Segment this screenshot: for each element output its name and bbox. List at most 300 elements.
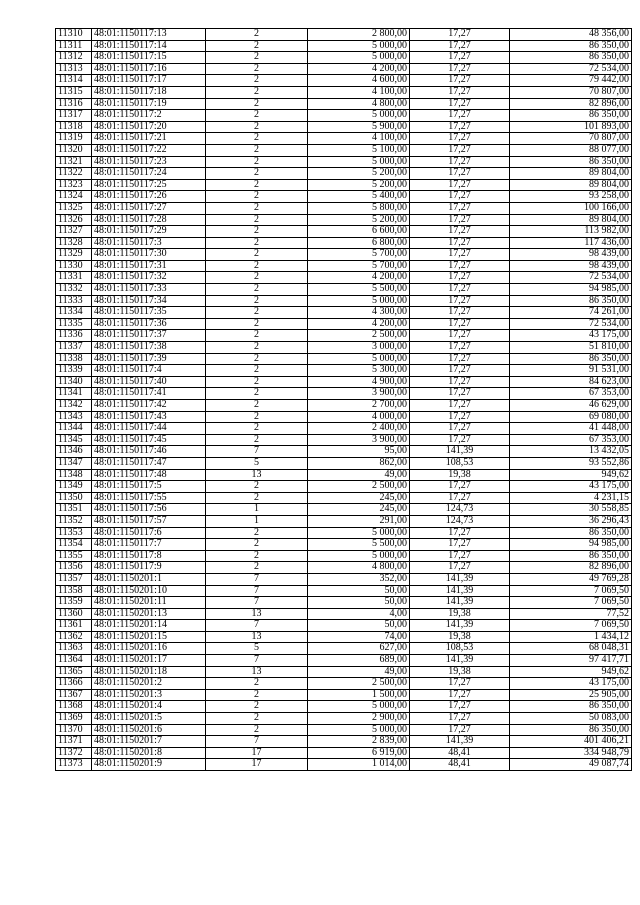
area-cell: 5 000,00 bbox=[308, 52, 410, 64]
area-cell: 627,00 bbox=[308, 643, 410, 655]
area-cell: 49,00 bbox=[308, 666, 410, 678]
value-cell: 13 432,05 bbox=[510, 446, 632, 458]
cadastral-number-cell: 48:01:1150201:16 bbox=[92, 643, 206, 655]
area-cell: 5 200,00 bbox=[308, 179, 410, 191]
category-cell: 7 bbox=[206, 573, 308, 585]
area-cell: 5 200,00 bbox=[308, 214, 410, 226]
value-cell: 94 985,00 bbox=[510, 539, 632, 551]
value-cell: 86 350,00 bbox=[510, 40, 632, 52]
cadastral-number-cell: 48:01:1150201:11 bbox=[92, 597, 206, 609]
row-number-cell: 11345 bbox=[56, 434, 92, 446]
value-cell: 82 896,00 bbox=[510, 562, 632, 574]
category-cell: 2 bbox=[206, 318, 308, 330]
table-row bbox=[56, 400, 632, 412]
rate-cell: 17,27 bbox=[410, 562, 510, 574]
row-number-cell: 11349 bbox=[56, 481, 92, 493]
cadastral-number-cell: 48:01:1150117:33 bbox=[92, 284, 206, 296]
value-cell: 101 893,00 bbox=[510, 121, 632, 133]
category-cell: 2 bbox=[206, 144, 308, 156]
cadastral-number-cell: 48:01:1150117:26 bbox=[92, 191, 206, 203]
cadastral-number-cell: 48:01:1150117:16 bbox=[92, 63, 206, 75]
category-cell: 17 bbox=[206, 759, 308, 771]
row-number-cell: 11357 bbox=[56, 573, 92, 585]
row-number-cell: 11371 bbox=[56, 736, 92, 748]
rate-cell: 17,27 bbox=[410, 713, 510, 725]
value-cell: 67 353,00 bbox=[510, 388, 632, 400]
area-cell: 5 000,00 bbox=[308, 295, 410, 307]
rate-cell: 17,27 bbox=[410, 423, 510, 435]
value-cell: 1 434,12 bbox=[510, 631, 632, 643]
value-cell: 93 552,86 bbox=[510, 457, 632, 469]
value-cell: 43 175,00 bbox=[510, 481, 632, 493]
category-cell: 2 bbox=[206, 400, 308, 412]
area-cell: 5 200,00 bbox=[308, 168, 410, 180]
rate-cell: 19,38 bbox=[410, 469, 510, 481]
category-cell: 2 bbox=[206, 272, 308, 284]
rate-cell: 17,27 bbox=[410, 86, 510, 98]
area-cell: 6 600,00 bbox=[308, 226, 410, 238]
cadastral-number-cell: 48:01:1150201:3 bbox=[92, 689, 206, 701]
cadastral-number-cell: 48:01:1150117:2 bbox=[92, 110, 206, 122]
area-cell: 5 700,00 bbox=[308, 249, 410, 261]
category-cell: 7 bbox=[206, 620, 308, 632]
row-number-cell: 11337 bbox=[56, 342, 92, 354]
table-row bbox=[56, 504, 632, 516]
row-number-cell: 11347 bbox=[56, 457, 92, 469]
table-row bbox=[56, 689, 632, 701]
area-cell: 1 500,00 bbox=[308, 689, 410, 701]
row-number-cell: 11335 bbox=[56, 318, 92, 330]
category-cell: 13 bbox=[206, 469, 308, 481]
cadastral-number-cell: 48:01:1150117:20 bbox=[92, 121, 206, 133]
value-cell: 100 166,00 bbox=[510, 202, 632, 214]
table-row bbox=[56, 573, 632, 585]
value-cell: 86 350,00 bbox=[510, 353, 632, 365]
table-row bbox=[56, 63, 632, 75]
table-row bbox=[56, 156, 632, 168]
value-cell: 77,52 bbox=[510, 608, 632, 620]
rate-cell: 17,27 bbox=[410, 237, 510, 249]
row-number-cell: 11352 bbox=[56, 515, 92, 527]
value-cell: 72 534,00 bbox=[510, 272, 632, 284]
table-row bbox=[56, 434, 632, 446]
cadastral-number-cell: 48:01:1150117:13 bbox=[92, 29, 206, 41]
rate-cell: 17,27 bbox=[410, 202, 510, 214]
cadastral-number-cell: 48:01:1150117:46 bbox=[92, 446, 206, 458]
row-number-cell: 11351 bbox=[56, 504, 92, 516]
table-row bbox=[56, 620, 632, 632]
row-number-cell: 11321 bbox=[56, 156, 92, 168]
cadastral-number-cell: 48:01:1150201:14 bbox=[92, 620, 206, 632]
value-cell: 949,62 bbox=[510, 666, 632, 678]
table-row bbox=[56, 597, 632, 609]
value-cell: 72 534,00 bbox=[510, 318, 632, 330]
cadastral-number-cell: 48:01:1150201:2 bbox=[92, 678, 206, 690]
rate-cell: 17,27 bbox=[410, 307, 510, 319]
rate-cell: 108,53 bbox=[410, 643, 510, 655]
table-row bbox=[56, 469, 632, 481]
area-cell: 5 700,00 bbox=[308, 260, 410, 272]
row-number-cell: 11314 bbox=[56, 75, 92, 87]
category-cell: 2 bbox=[206, 376, 308, 388]
category-cell: 2 bbox=[206, 562, 308, 574]
table-row bbox=[56, 736, 632, 748]
value-cell: 86 350,00 bbox=[510, 110, 632, 122]
value-cell: 91 531,00 bbox=[510, 365, 632, 377]
rate-cell: 17,27 bbox=[410, 179, 510, 191]
cadastral-number-cell: 48:01:1150117:4 bbox=[92, 365, 206, 377]
category-cell: 2 bbox=[206, 550, 308, 562]
rate-cell: 17,27 bbox=[410, 678, 510, 690]
category-cell: 2 bbox=[206, 214, 308, 226]
cadastral-number-cell: 48:01:1150201:4 bbox=[92, 701, 206, 713]
category-cell: 13 bbox=[206, 666, 308, 678]
cadastral-number-cell: 48:01:1150117:35 bbox=[92, 307, 206, 319]
area-cell: 5 500,00 bbox=[308, 284, 410, 296]
table-row bbox=[56, 318, 632, 330]
rate-cell: 17,27 bbox=[410, 284, 510, 296]
table-row bbox=[56, 52, 632, 64]
table-row bbox=[56, 272, 632, 284]
row-number-cell: 11310 bbox=[56, 29, 92, 41]
rate-cell: 17,27 bbox=[410, 226, 510, 238]
value-cell: 84 623,00 bbox=[510, 376, 632, 388]
row-number-cell: 11344 bbox=[56, 423, 92, 435]
table-row bbox=[56, 631, 632, 643]
table-row bbox=[56, 492, 632, 504]
table-row bbox=[56, 666, 632, 678]
row-number-cell: 11315 bbox=[56, 86, 92, 98]
rate-cell: 19,38 bbox=[410, 608, 510, 620]
rate-cell: 141,39 bbox=[410, 655, 510, 667]
table-row bbox=[56, 342, 632, 354]
table-row bbox=[56, 40, 632, 52]
area-cell: 245,00 bbox=[308, 504, 410, 516]
category-cell: 2 bbox=[206, 689, 308, 701]
category-cell: 2 bbox=[206, 98, 308, 110]
row-number-cell: 11333 bbox=[56, 295, 92, 307]
category-cell: 1 bbox=[206, 504, 308, 516]
cadastral-number-cell: 48:01:1150117:32 bbox=[92, 272, 206, 284]
cadastral-number-cell: 48:01:1150117:6 bbox=[92, 527, 206, 539]
row-number-cell: 11363 bbox=[56, 643, 92, 655]
rate-cell: 17,27 bbox=[410, 214, 510, 226]
value-cell: 86 350,00 bbox=[510, 295, 632, 307]
category-cell: 17 bbox=[206, 747, 308, 759]
cadastral-number-cell: 48:01:1150117:27 bbox=[92, 202, 206, 214]
cadastral-number-cell: 48:01:1150117:39 bbox=[92, 353, 206, 365]
rate-cell: 17,27 bbox=[410, 191, 510, 203]
area-cell: 6 800,00 bbox=[308, 237, 410, 249]
area-cell: 50,00 bbox=[308, 597, 410, 609]
area-cell: 50,00 bbox=[308, 585, 410, 597]
table-row bbox=[56, 284, 632, 296]
cadastral-number-cell: 48:01:1150117:45 bbox=[92, 434, 206, 446]
row-number-cell: 11311 bbox=[56, 40, 92, 52]
category-cell: 2 bbox=[206, 388, 308, 400]
area-cell: 5 000,00 bbox=[308, 701, 410, 713]
area-cell: 2 500,00 bbox=[308, 481, 410, 493]
value-cell: 949,62 bbox=[510, 469, 632, 481]
value-cell: 43 175,00 bbox=[510, 330, 632, 342]
area-cell: 245,00 bbox=[308, 492, 410, 504]
value-cell: 43 175,00 bbox=[510, 678, 632, 690]
cadastral-number-cell: 48:01:1150117:3 bbox=[92, 237, 206, 249]
value-cell: 89 804,00 bbox=[510, 168, 632, 180]
category-cell: 2 bbox=[206, 365, 308, 377]
area-cell: 2 800,00 bbox=[308, 29, 410, 41]
area-cell: 4 200,00 bbox=[308, 63, 410, 75]
rate-cell: 17,27 bbox=[410, 295, 510, 307]
area-cell: 95,00 bbox=[308, 446, 410, 458]
cadastral-number-cell: 48:01:1150201:17 bbox=[92, 655, 206, 667]
category-cell: 7 bbox=[206, 597, 308, 609]
row-number-cell: 11346 bbox=[56, 446, 92, 458]
value-cell: 88 077,00 bbox=[510, 144, 632, 156]
value-cell: 89 804,00 bbox=[510, 214, 632, 226]
row-number-cell: 11325 bbox=[56, 202, 92, 214]
rate-cell: 17,27 bbox=[410, 353, 510, 365]
value-cell: 7 069,50 bbox=[510, 585, 632, 597]
row-number-cell: 11339 bbox=[56, 365, 92, 377]
category-cell: 2 bbox=[206, 527, 308, 539]
row-number-cell: 11312 bbox=[56, 52, 92, 64]
cadastral-number-cell: 48:01:1150117:8 bbox=[92, 550, 206, 562]
rate-cell: 17,27 bbox=[410, 365, 510, 377]
area-cell: 50,00 bbox=[308, 620, 410, 632]
area-cell: 5 000,00 bbox=[308, 550, 410, 562]
rate-cell: 17,27 bbox=[410, 260, 510, 272]
area-cell: 4,00 bbox=[308, 608, 410, 620]
cadastral-number-cell: 48:01:1150117:55 bbox=[92, 492, 206, 504]
row-number-cell: 11331 bbox=[56, 272, 92, 284]
table-row bbox=[56, 249, 632, 261]
value-cell: 86 350,00 bbox=[510, 724, 632, 736]
table-row bbox=[56, 724, 632, 736]
cadastral-number-cell: 48:01:1150201:15 bbox=[92, 631, 206, 643]
row-number-cell: 11360 bbox=[56, 608, 92, 620]
cadastral-number-cell: 48:01:1150117:18 bbox=[92, 86, 206, 98]
area-cell: 4 100,00 bbox=[308, 133, 410, 145]
category-cell: 2 bbox=[206, 481, 308, 493]
table-row bbox=[56, 75, 632, 87]
cadastral-number-cell: 48:01:1150201:10 bbox=[92, 585, 206, 597]
rate-cell: 17,27 bbox=[410, 52, 510, 64]
row-number-cell: 11322 bbox=[56, 168, 92, 180]
area-cell: 4 800,00 bbox=[308, 562, 410, 574]
table-row bbox=[56, 214, 632, 226]
category-cell: 7 bbox=[206, 655, 308, 667]
value-cell: 82 896,00 bbox=[510, 98, 632, 110]
category-cell: 2 bbox=[206, 29, 308, 41]
category-cell: 2 bbox=[206, 110, 308, 122]
rate-cell: 17,27 bbox=[410, 144, 510, 156]
rate-cell: 17,27 bbox=[410, 318, 510, 330]
cadastral-number-cell: 48:01:1150201:18 bbox=[92, 666, 206, 678]
table-row bbox=[56, 747, 632, 759]
area-cell: 4 200,00 bbox=[308, 318, 410, 330]
table-row bbox=[56, 98, 632, 110]
category-cell: 13 bbox=[206, 608, 308, 620]
row-number-cell: 11326 bbox=[56, 214, 92, 226]
value-cell: 7 069,50 bbox=[510, 597, 632, 609]
value-cell: 86 350,00 bbox=[510, 701, 632, 713]
table-row bbox=[56, 202, 632, 214]
area-cell: 5 000,00 bbox=[308, 724, 410, 736]
rate-cell: 124,73 bbox=[410, 504, 510, 516]
area-cell: 4 200,00 bbox=[308, 272, 410, 284]
rate-cell: 17,27 bbox=[410, 121, 510, 133]
category-cell: 7 bbox=[206, 736, 308, 748]
value-cell: 70 807,00 bbox=[510, 86, 632, 98]
category-cell: 2 bbox=[206, 423, 308, 435]
row-number-cell: 11366 bbox=[56, 678, 92, 690]
table-row bbox=[56, 423, 632, 435]
row-number-cell: 11338 bbox=[56, 353, 92, 365]
value-cell: 113 982,00 bbox=[510, 226, 632, 238]
rate-cell: 17,27 bbox=[410, 40, 510, 52]
rate-cell: 48,41 bbox=[410, 759, 510, 771]
row-number-cell: 11365 bbox=[56, 666, 92, 678]
area-cell: 689,00 bbox=[308, 655, 410, 667]
category-cell: 5 bbox=[206, 643, 308, 655]
category-cell: 2 bbox=[206, 52, 308, 64]
category-cell: 2 bbox=[206, 191, 308, 203]
cadastral-value-table bbox=[55, 28, 632, 771]
rate-cell: 17,27 bbox=[410, 29, 510, 41]
rate-cell: 17,27 bbox=[410, 411, 510, 423]
rate-cell: 17,27 bbox=[410, 98, 510, 110]
category-cell: 7 bbox=[206, 446, 308, 458]
row-number-cell: 11362 bbox=[56, 631, 92, 643]
row-number-cell: 11336 bbox=[56, 330, 92, 342]
row-number-cell: 11324 bbox=[56, 191, 92, 203]
area-cell: 2 839,00 bbox=[308, 736, 410, 748]
cadastral-number-cell: 48:01:1150117:30 bbox=[92, 249, 206, 261]
row-number-cell: 11367 bbox=[56, 689, 92, 701]
row-number-cell: 11329 bbox=[56, 249, 92, 261]
row-number-cell: 11340 bbox=[56, 376, 92, 388]
value-cell: 79 442,00 bbox=[510, 75, 632, 87]
cadastral-number-cell: 48:01:1150117:22 bbox=[92, 144, 206, 156]
table-row bbox=[56, 759, 632, 771]
cadastral-number-cell: 48:01:1150117:17 bbox=[92, 75, 206, 87]
cadastral-number-cell: 48:01:1150201:5 bbox=[92, 713, 206, 725]
row-number-cell: 11320 bbox=[56, 144, 92, 156]
category-cell: 2 bbox=[206, 284, 308, 296]
table-row bbox=[56, 260, 632, 272]
row-number-cell: 11355 bbox=[56, 550, 92, 562]
rate-cell: 17,27 bbox=[410, 724, 510, 736]
row-number-cell: 11316 bbox=[56, 98, 92, 110]
table-row bbox=[56, 701, 632, 713]
table-row bbox=[56, 179, 632, 191]
table-row bbox=[56, 550, 632, 562]
rate-cell: 19,38 bbox=[410, 631, 510, 643]
cadastral-number-cell: 48:01:1150117:56 bbox=[92, 504, 206, 516]
value-cell: 67 353,00 bbox=[510, 434, 632, 446]
rate-cell: 141,39 bbox=[410, 620, 510, 632]
category-cell: 2 bbox=[206, 40, 308, 52]
table-row bbox=[56, 539, 632, 551]
rate-cell: 17,27 bbox=[410, 330, 510, 342]
cadastral-number-cell: 48:01:1150201:6 bbox=[92, 724, 206, 736]
value-cell: 48 356,00 bbox=[510, 29, 632, 41]
row-number-cell: 11361 bbox=[56, 620, 92, 632]
row-number-cell: 11343 bbox=[56, 411, 92, 423]
area-cell: 3 900,00 bbox=[308, 434, 410, 446]
value-cell: 72 534,00 bbox=[510, 63, 632, 75]
table-row bbox=[56, 121, 632, 133]
row-number-cell: 11323 bbox=[56, 179, 92, 191]
category-cell: 2 bbox=[206, 226, 308, 238]
row-number-cell: 11364 bbox=[56, 655, 92, 667]
area-cell: 5 500,00 bbox=[308, 539, 410, 551]
area-cell: 5 000,00 bbox=[308, 353, 410, 365]
row-number-cell: 11330 bbox=[56, 260, 92, 272]
rate-cell: 17,27 bbox=[410, 376, 510, 388]
area-cell: 4 600,00 bbox=[308, 75, 410, 87]
area-cell: 4 000,00 bbox=[308, 411, 410, 423]
category-cell: 2 bbox=[206, 330, 308, 342]
area-cell: 3 900,00 bbox=[308, 388, 410, 400]
rate-cell: 17,27 bbox=[410, 388, 510, 400]
cadastral-number-cell: 48:01:1150117:47 bbox=[92, 457, 206, 469]
row-number-cell: 11328 bbox=[56, 237, 92, 249]
area-cell: 1 014,00 bbox=[308, 759, 410, 771]
area-cell: 862,00 bbox=[308, 457, 410, 469]
table-row bbox=[56, 237, 632, 249]
table-row bbox=[56, 365, 632, 377]
category-cell: 2 bbox=[206, 237, 308, 249]
cadastral-number-cell: 48:01:1150117:19 bbox=[92, 98, 206, 110]
category-cell: 2 bbox=[206, 75, 308, 87]
category-cell: 2 bbox=[206, 434, 308, 446]
table-row bbox=[56, 411, 632, 423]
cadastral-number-cell: 48:01:1150117:41 bbox=[92, 388, 206, 400]
area-cell: 5 100,00 bbox=[308, 144, 410, 156]
area-cell: 5 000,00 bbox=[308, 110, 410, 122]
category-cell: 2 bbox=[206, 202, 308, 214]
area-cell: 4 900,00 bbox=[308, 376, 410, 388]
rate-cell: 141,39 bbox=[410, 585, 510, 597]
value-cell: 49 087,74 bbox=[510, 759, 632, 771]
rate-cell: 17,27 bbox=[410, 63, 510, 75]
category-cell: 2 bbox=[206, 295, 308, 307]
row-number-cell: 11368 bbox=[56, 701, 92, 713]
area-cell: 4 800,00 bbox=[308, 98, 410, 110]
table-row bbox=[56, 643, 632, 655]
table-row bbox=[56, 353, 632, 365]
rate-cell: 17,27 bbox=[410, 110, 510, 122]
rate-cell: 19,38 bbox=[410, 666, 510, 678]
table-row bbox=[56, 376, 632, 388]
area-cell: 2 400,00 bbox=[308, 423, 410, 435]
table-row bbox=[56, 29, 632, 41]
cadastral-number-cell: 48:01:1150117:48 bbox=[92, 469, 206, 481]
row-number-cell: 11341 bbox=[56, 388, 92, 400]
category-cell: 2 bbox=[206, 249, 308, 261]
table-row bbox=[56, 585, 632, 597]
row-number-cell: 11350 bbox=[56, 492, 92, 504]
row-number-cell: 11319 bbox=[56, 133, 92, 145]
rate-cell: 17,27 bbox=[410, 156, 510, 168]
value-cell: 50 083,00 bbox=[510, 713, 632, 725]
cadastral-number-cell: 48:01:1150117:23 bbox=[92, 156, 206, 168]
value-cell: 70 807,00 bbox=[510, 133, 632, 145]
category-cell: 2 bbox=[206, 121, 308, 133]
table-row bbox=[56, 678, 632, 690]
